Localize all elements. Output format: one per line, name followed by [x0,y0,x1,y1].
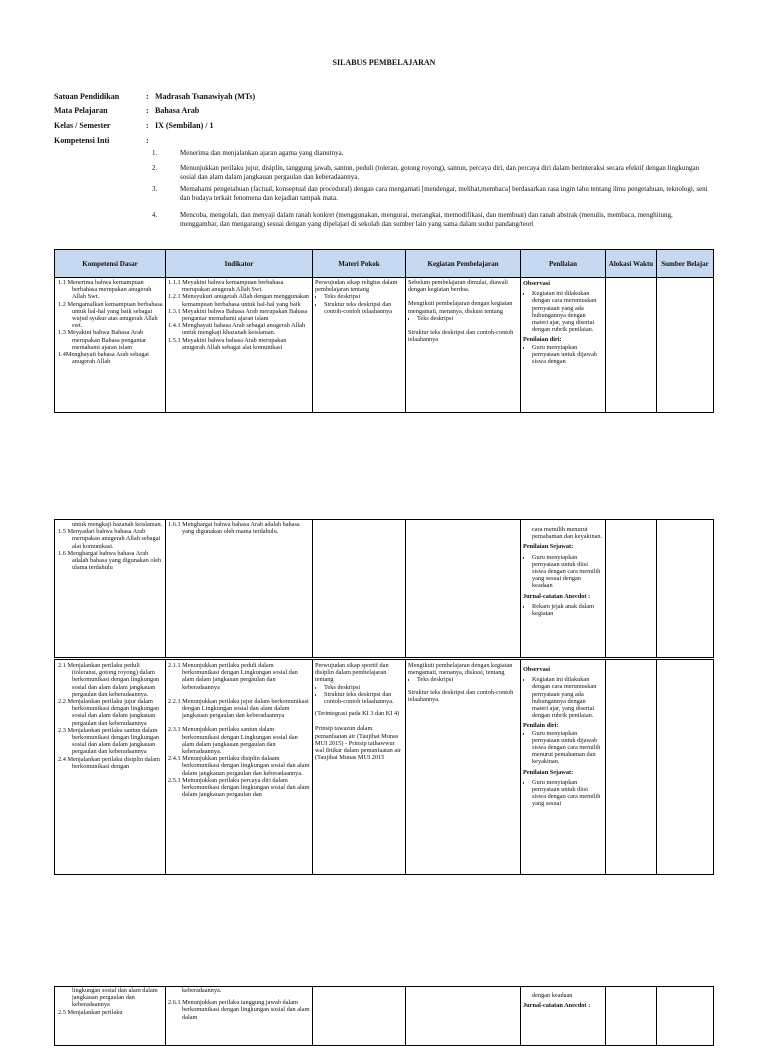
table-row [54,986,714,1046]
header-alokasi: Alokasi Waktu [608,259,654,268]
ki-item: 3. Memahami pengetahuan (factual, konseptual dan procedural) dengan cara mengamati [mendengar, melihat,membaca] berdasarkan rasa ingin tahu tentang ilmu pengetahuan, teknologi, seni dan budaya terkait fenomena dan kejadian tampak mata. [152,185,708,202]
ki-item: 2. Menunjukkan perilaku jujur, disiplin, tanggung jawab, santun, peduli (toleran, gotong royong), santun, percaya diri, dan percaya diri dalam berinteraksi secara efektif dengan lingkungan sosial dan alam dalam jangkauan pergaulan dan keberadaannya. [152,164,700,181]
indikator-cell: keberadaannya. 2.6.1 Menunjukkan perilaku tanggung jawab dalam berkomunikasi dengan lingkungan sosial dan alam dalam [168,987,310,1021]
list-item: • Kegiatan ini dilakukan dengan cara merumuskan pernyataan yang ada hubungannya dengan materi ajar, yang disertai dengan rubrik penilaian. [532,676,603,719]
list-item: • Teks deskripsi [417,315,518,322]
kd-cell: 1.1 Menerima bahwa kemampuan berbahasa merupakan anugerah Allah Swt. 1.2 Mengamalkan kemampuan berbahasa untuk hal-hal yang baik sebagai wujud syukur atas anugerah Allah swt. 1.3 Meyakini bahwa Bahasa Arab merupakan Bahasa pengantar memahami ajaran islam 1.4Menghayati bahasa Arab sebagai anugerah Allah [58,279,163,366]
header-kegiatan: Kegiatan Pembelajaran [427,259,499,268]
list-item: • Guru menyiapkan pernyataan untuk dijawab siswa dengan cara memilih menurut pemahaman dan keyakinan. [532,730,603,766]
meta-value: Bahasa Arab [155,106,200,115]
header-sumber: Sumber Belajar [661,259,709,268]
indikator-cell: 1.1.1 Meyakini bahwa kemampuan berbahasa merupakan anugerah Allah Swt. 1.2.1 Mensyukuri anugerah Allah dengan menggunakan kemampuan berbahasa untuk hal-hal yang baik 1.3.1 Meyakini bahwa Bahasa Arab merupakan Bahasa pengantar memahami ajaran islam 1.4.1 Menghayati bahasa Arab sebagai anugerah Allah untuk mengkaji khazanah keislaman. 1.5.1 Meyakini bahwa bahasa Arab merupakan anugerah Allah sebagai alat komunikasi [168,279,310,351]
kegiatan-cell: Mengikuti pembelajaran dengan kegiatan mengamati, menanya, diskusi, tentang • Teks deskripsi Struktur teks deskripsi dan contoh-contoh telaahannya. [408,662,518,874]
list-item: • Struktur teks deskripsi dan contoh-contoh telaahannya [324,301,403,315]
table-row [54,277,714,413]
header-kd: Kompetensi Dasar [82,259,138,268]
penilaian-cell: cara memilih menurut pemahaman dan keyakinan. Penilaian Sejawat: • Guru menyiapkan pernyataan untuk diisi siswa dengan cara memilih yang sesuai dengan keadaan Jurnal-catatan Anecdot : • Rekam jejak anak dalam kegiatan [523,526,603,658]
table-row [54,519,714,658]
ki-item: 1. Menerima dan menjalankan ajaran agama yang dianutnya. [152,149,344,157]
materi-cell: Perwujudan sikap religius dalam pembelajaran tentang • Teks deskripsi • Struktur teks deskripsi dan contoh-contoh telaahannya [315,279,403,413]
meta-label: Kompetensi Inti [54,136,110,145]
meta-label: Mata Pelajaran [54,106,108,115]
list-item: • Rekam jejak anak dalam kegiatan [532,603,603,617]
penilaian-cell: Observasi • Kegiatan ini dilakukan dengan cara merumuskan pernyataan yang ada hubungannya dengan materi ajar, yang disertai dengan rubrik penilaian. Penilain diri: • Guru menyiapkan pernyataan untuk dijawab siswa dengan cara memilih menurut pemahaman dan keyakinan. Penilaian Sejawat: • Guru menyiapkan pernyataan untuk diisi siswa dengan cara memilih yang sesuai [523,666,603,874]
header-indikator: Indikator [224,259,254,268]
header-penilaian: Penilaian [548,259,577,268]
indikator-cell: 1.6.1 Menghargai bahwa bahasa Arab adalah bahasa yang digunakan oleh mama terdahulu. [168,521,300,536]
kegiatan-cell: Sebelum pembelajaran dimulai, diawali dengan kegiatan berdoa. Mengikuti pembelajaran dengan kegiatan mengamati, menanya, diskusi tentang • Teks deskripsi Struktur teks deskripsi dan contoh-contoh telaahannya [408,279,518,413]
meta-label: Satuan Pendidikan [54,92,120,101]
indikator-cell: 2.1.1 Menunjukkan perilaku peduli dalam berkomunikasi dengan Lingkungan sosial dan alam dalam jangkauan pergaulan dan keberadaannya 2.2.1 Menunjukkan perilaku jujur dalam berkomunikasi dengan Lingkungan sosial dan alam dalam jangkauan pergaulan dan keberadaannya 2.3.1 Menunjukkan perilaku santun dalam berkomunikasi dengan Lingkungan sosial dan alam dalam jangkauan pergaulan dan keberadaannya. 2.4.1 Menunjukkan perilaku disiplin dalaam berkomunikasi dengan lingkungan sosial dan alam dalam jangkauan pergaulan dan keberadaannya. 2.5.1 Menunjukkan perilaku percaya diri dalam berkomunikasi dengan lingkungan sosial dan alam dalam jangkauan pergaulan dan [168,662,310,799]
meta-value: IX (Sembilan) / 1 [155,121,214,130]
table-header [54,249,714,278]
list-item: • Teks deskripsi [324,293,403,300]
document-title: SILABUS PEMBELAJARAN [332,58,436,67]
ki-item: 4. Mencoba, mengolah, dan menyaji dalam ranah konkret (menggunakan, mengurai, merangkai, memodifikasi, dan membuat) dan ranah abstrak (menulis, membaca, menghitung, menggambar, dan mengarang) sesuai dengan yang dipelajari di sekolah dan sumber lain yang sama dalam sudut pandang/teori [152,211,673,228]
list-item: • Struktur teks deskripsi dan contoh-contoh telaahannya. [324,691,403,705]
list-item: • Guru menyiapkan pernyataan untuk diisi siswa dengan cara memilih yang sesuai [532,779,603,808]
list-item: • Guru menyiapkan pernyataan untuk diisi siswa dengan cara memilih yang sesuai dengan keadaan [532,554,603,590]
kd-cell: untuk mengkaji hazanah keislaman. 1.5 Menyadari bahwa bahasa Arab merupakan anugerah Allah sebagai alat komunikasi. 1.6 Menghargai bahwa bahasa Arab adalah bahasa yang digunakan oleh ulama terdahulu [58,521,163,572]
list-item: • Teks deskripsi [417,676,518,683]
materi-cell: Perwujudan sikap sportif dan disiplin dalam pembelajaran tentang • Teks deskripsi • Struktur teks deskripsi dan contoh-contoh telaahannya. (Terintegrasi pada KI 3 dan KI 4) Prinsip tawazun dalam pemanfaatan air (Taujihat Munas MUI 2015) - Prinsip tathawwur wal ibtikar dalam pemanfaatan air (Taujihat Munas MUI 2015 [315,662,403,874]
header-materi: Materi Pokok [338,259,380,268]
list-item: • Guru menyiapkan pernyataan untuk dijawab siswa dengan [532,344,603,366]
list-item: • Kegiatan ini dilakukan dengan cara merumuskan pernyataan yang ada hubungannya dengan materi ajar, yang disertai dengan rubrik penilaian. [532,290,603,333]
penilaian-cell: Observasi • Kegiatan ini dilakukan dengan cara merumuskan pernyataan yang ada hubungannya dengan materi ajar, yang disertai dengan rubrik penilaian. Penilaian diri: • Guru menyiapkan pernyataan untuk dijawab siswa dengan [523,280,603,413]
kd-cell: 2.1 Menjalankan perilaku peduli (toleransi, gotong royong) dalam berkomunikasi dengan lingkungan sosial dan alam dalam jangkauan pergaulan dan keberadaannya. 2.2 Menjalankan perilaku jujur dalam berkomunikasi dengan lingkungan sosial dan alam dalam jangkauan pergaulan dan keberadaannya 2.3 Menjalankan perilaku santun dalam berkomunikasi dengan lingkungan sosial dan alam dalam jangkauan pergaulan dan keberadaannya 2.4 Menjalankan perilaku disiplin dalam berkomunikasi dengan [58,662,160,770]
penilaian-cell: dengan keadaan Jurnal-catatan Anecdot : [523,992,591,1010]
table-row [54,659,714,875]
list-item: • Teks deskripsi [324,684,403,691]
meta-value: Madrasah Tsanawiyah (MTs) [155,92,256,101]
kd-cell: lingkungan sosial dan alam dalam jangkauan pergaulan dan keberadaannya 2.5 Menjalankan perilaku [58,987,158,1016]
meta-label: Kelas / Semester [54,121,111,130]
